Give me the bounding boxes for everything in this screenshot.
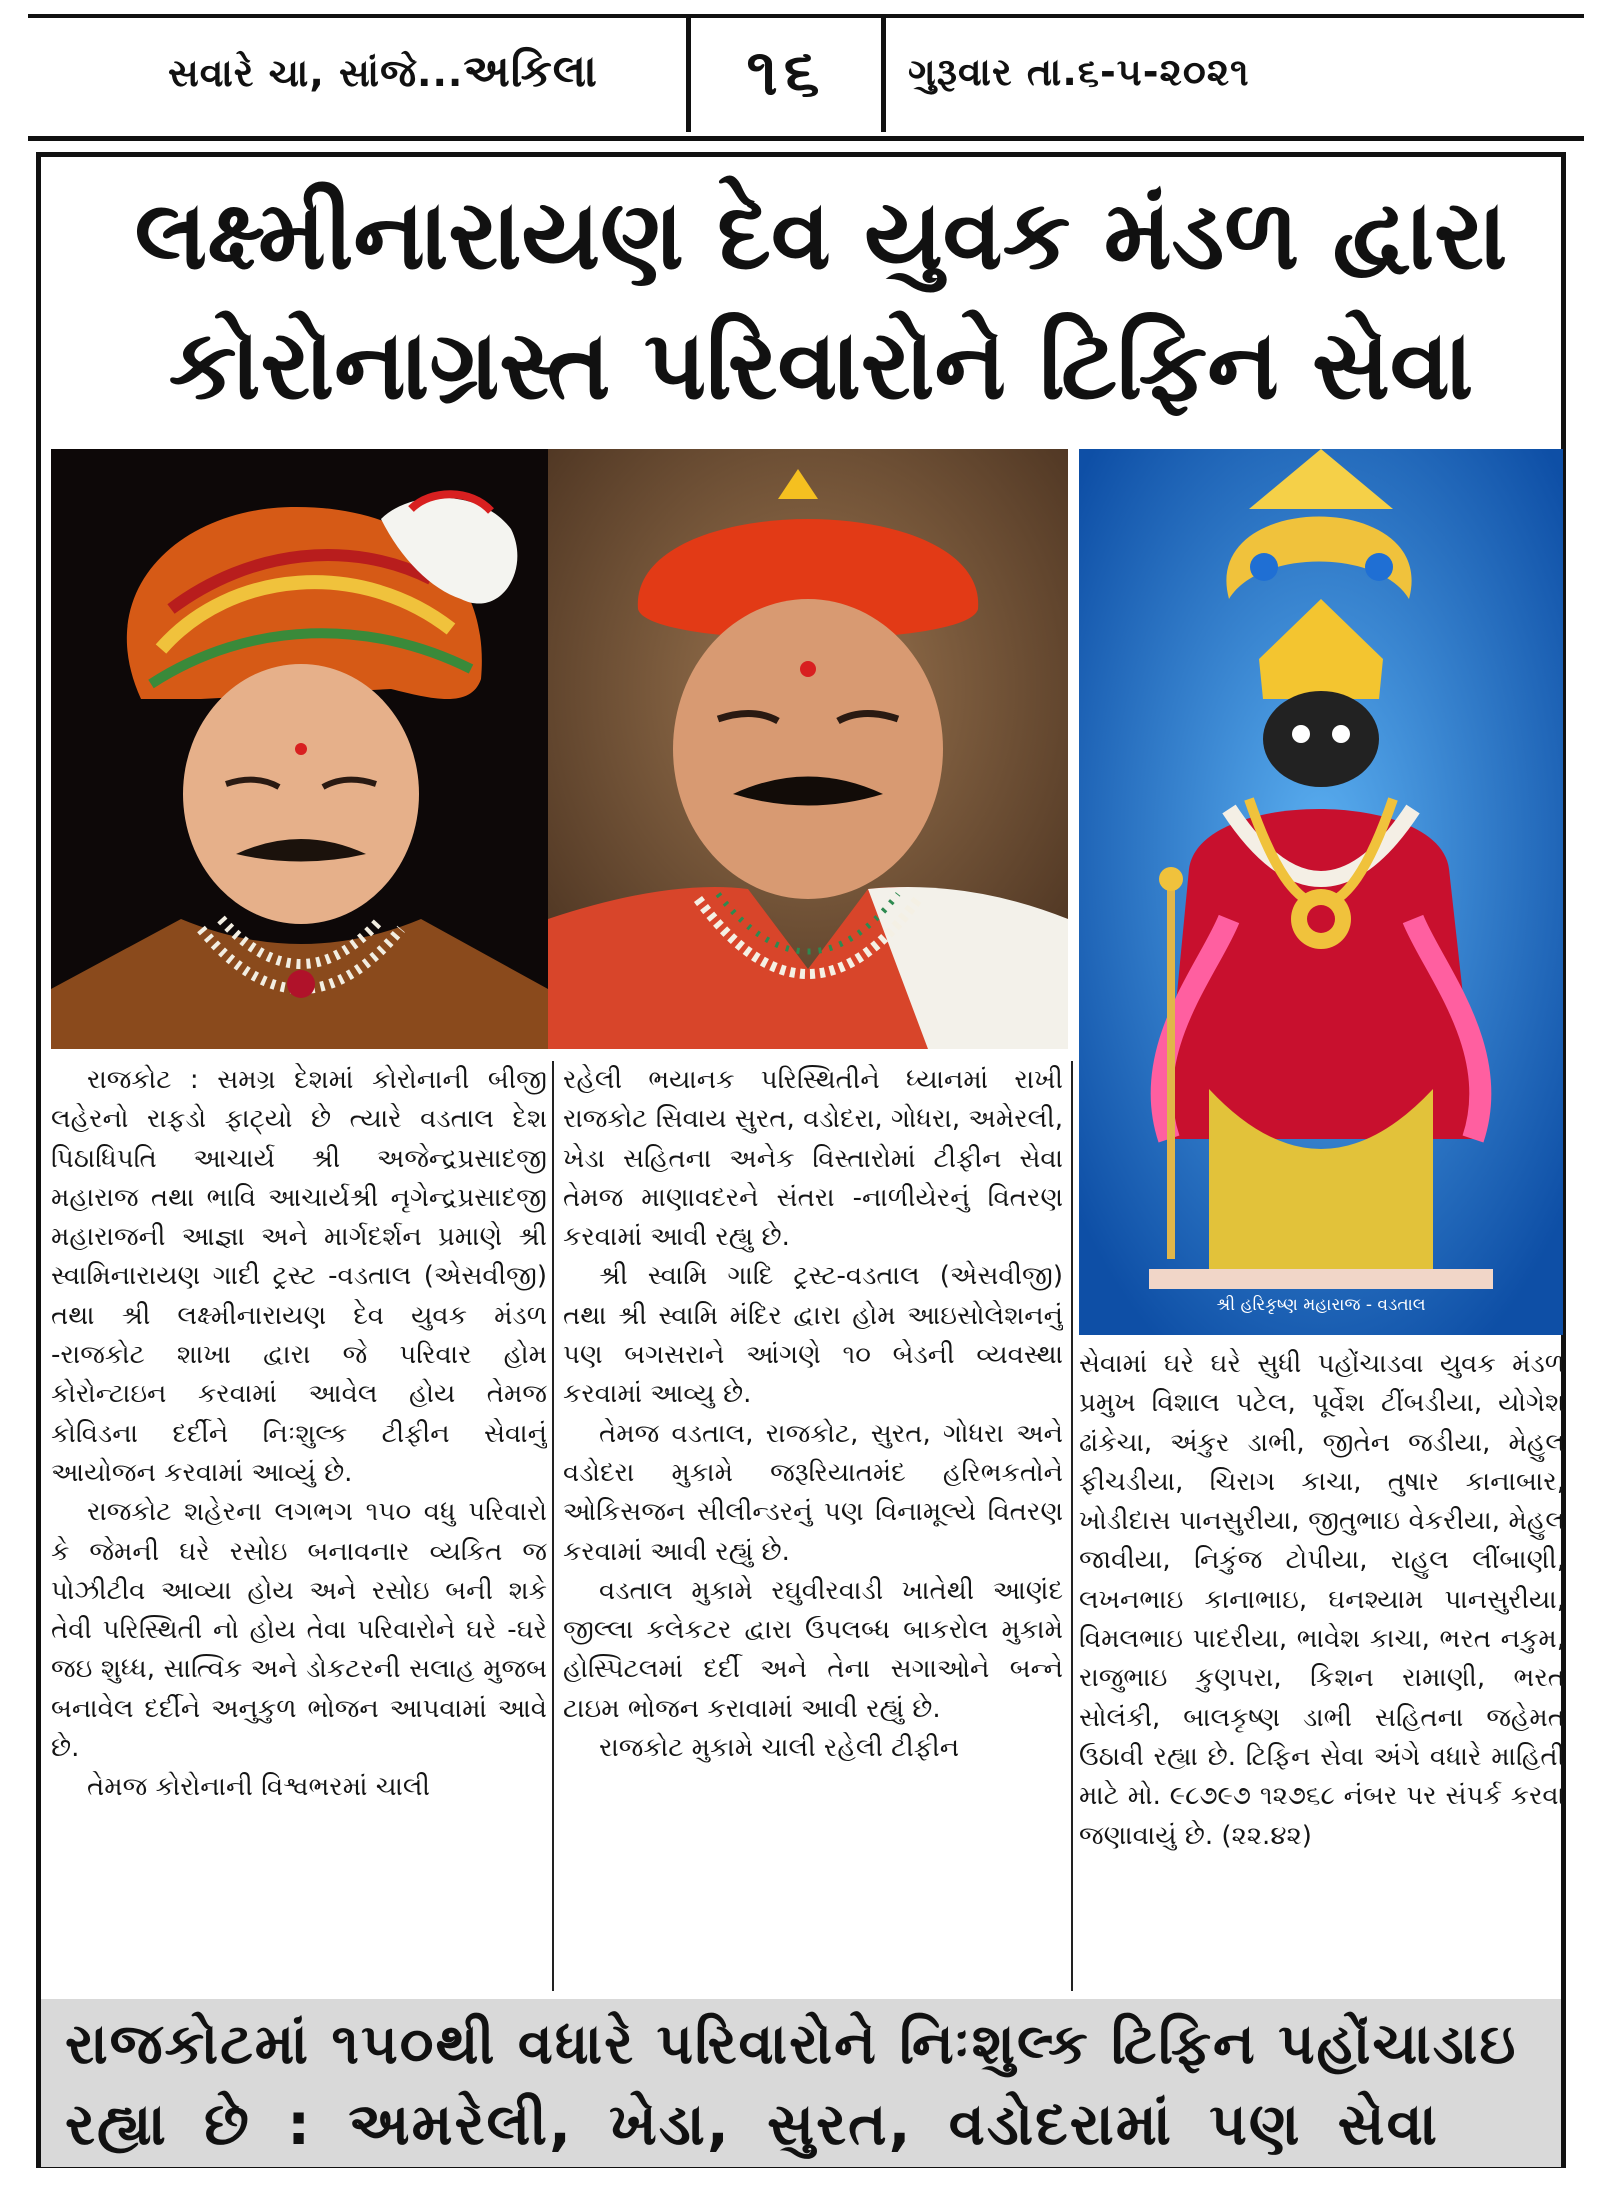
column-divider <box>1071 1061 1073 1991</box>
masthead-brand: અકિલા <box>463 46 598 97</box>
page-number: ૧૬ <box>686 14 886 132</box>
article-paragraph: તેમજ વડતાલ, રાજકોટ, સુરત, ગોધરા અને વડોદરા મુકામે જરૂરિયાતમંદ હરિભકતોને ઓકિસજન સીલીન્ડરનું પણ વિનામૂલ્યે વિતરણ કરવામાં આવી રહ્યું છે. <box>563 1418 1063 1567</box>
masthead <box>28 14 1584 141</box>
masthead-tagline-group <box>168 46 598 97</box>
article-column-1 <box>51 1061 547 1991</box>
article-paragraph: શ્રી સ્વામિ ગાદિ ટ્રસ્ટ-વડતાલ (એસવીજી) તથા શ્રી સ્વામિ મંદિર દ્વારા હોમ આઇસોલેશનનું પણ બગસરાને આંગણે ૧૦ બેડની વ્યવસ્થા કરવામાં આવ્યુ છે. <box>563 1261 1063 1410</box>
deity-photo <box>1079 449 1563 1335</box>
deity-photo-caption: શ્રી હરિકૃષ્ણ મહારાજ - વડતાલ <box>1216 1295 1426 1315</box>
article-column-3 <box>1079 1345 1565 1995</box>
article-column-2 <box>563 1061 1063 1991</box>
article-frame <box>36 152 1566 2168</box>
masthead-tagline: સવારે ચા, સાંજે... <box>168 51 464 95</box>
article-paragraph: તેમજ કોરોનાની વિશ્વભરમાં ચાલી <box>87 1772 430 1803</box>
article-paragraph: રાજકોટ મુકામે ચાલી રહેલી ટીફીન <box>599 1733 960 1764</box>
bottom-highlight-banner <box>41 1999 1561 2167</box>
article-paragraph: રહેલી ભયાનક પરિસ્થિતીને ધ્યાનમાં રાખી રાજકોટ સિવાય સુરત, વડોદરા, ગોધરા, અમેરલી, ખેડા સહિતના અનેક વિસ્તારોમાં ટીફીન સેવા તેમજ માણાવદરને સંતરા -નાળીયેરનું વિતરણ કરવામાં આવી રહ્યુ છે. <box>563 1065 1063 1253</box>
banner-line-2: રહ્યા છે : અમરેલી, ખેડા, સુરત, વડોદરામાં પણ સેવા <box>65 2090 1439 2158</box>
column-divider <box>552 1061 554 1991</box>
headline-line-1: લક્ષ્મીનારાયણ દેવ યુવક મંડળ દ્વારા <box>134 179 1508 291</box>
banner-line-1: રાજકોટમાં ૧૫૦થી વધારે પરિવારોને નિઃશુલ્ક ટિફિન પહોંચાડાઇ <box>65 2012 1518 2077</box>
article-paragraph: વડતાલ મુકામે રઘુવીરવાડી ખાતેથી આણંદ જીલ્લા કલેકટર દ્વારા ઉપલબ્ધ બાકરોલ મુકામે હોસ્પિટલમાં દર્દી અને તેના સગાઓને બન્ને ટાઇમ ભોજન કરાવામાં આવી રહ્યું છે. <box>563 1575 1063 1724</box>
masthead-date: ગુરૂવાર તા.૬-૫-૨૦૨૧ <box>908 50 1250 94</box>
article-paragraph: રાજકોટ : સમગ્ર દેશમાં કોરોનાની બીજી લહેરનો રાફડો ફાટ્યો છે ત્યારે વડતાલ દેશ પિઠાધિપતિ આચાર્ય શ્રી અજેન્દ્રપ્રસાદજી મહારાજ તથા ભાવિ આચાર્યશ્રી નૃગેન્દ્રપ્રસાદજી મહારાજની આજ્ઞા અને માર્ગદર્શન પ્રમાણે શ્રી સ્વામિનારાયણ ગાદી ટ્રસ્ટ -વડતાલ (એસવીજી) તથા શ્રી લક્ષ્મીનારાયણ દેવ યુવક મંડળ -રાજકોટ શાખા દ્વારા જે પરિવાર હોમ કોરોન્ટાઇન કરવામાં આવેલ હોય તેમજ કોવિડના દર્દીને નિઃશુલ્ક ટીફીન સેવાનું આયોજન કરવામાં આવ્યું છે. <box>51 1065 547 1488</box>
portrait-photo-2 <box>548 449 1068 1049</box>
article-paragraph: સેવામાં ઘરે ઘરે સુધી પહોંચાડવા યુવક મંડળ પ્રમુખ વિશાલ પટેલ, પૂર્વેશ ટીંબડીયા, યોગેશ ઢાંકેચા, અંકુર ડાભી, જીતેન જડીયા, મેહુલ ફીચડીયા, ચિરાગ કાચા, તુષાર કાનાબાર, ખોડીદાસ પાનસુરીયા, જીતુભાઇ વેકરીયા, મેહુલ જાવીયા, નિકુંજ ટોપીયા, રાહુલ લીંબાણી, લખનભાઇ કાનાભાઇ, ઘનશ્યામ પાનસુરીયા, વિમલભાઇ પાદરીયા, ભાવેશ કાચા, ભરત નકુમ, રાજુભાઇ કુણપરા, કિશન રામાણી, ભરત સોલંકી, બાલકૃષ્ણ ડાભી સહિતના જહેમત ઉઠાવી રહ્યા છે. ટિફિન સેવા અંગે વધારે માહિતી માટે મો. ૯૮૭૯૭ ૧૨૭૬૮ નંબર પર સંપર્ક કરવા જણાવાયું છે. (૨૨.૪૨) <box>1079 1349 1565 1851</box>
portrait-photo-1 <box>51 449 548 1049</box>
article-paragraph: રાજકોટ શહેરના લગભગ ૧૫૦ વધુ પરિવારો કે જેમની ઘરે રસોઇ બનાવનાર વ્યકિત જ પોઝીટીવ આવ્યા હોય અને રસોઇ બની શકે તેવી પરિસ્થિતી નો હોય તેવા પરિવારોને ઘરે -ઘરે જઇ શુધ્ધ, સાત્વિક અને ડોકટરની સલાહ મુજબ બનાવેલ દર્દીને અનુકુળ ભોજન આપવામાં આવે છે. <box>51 1497 547 1764</box>
deity-illustration <box>1079 449 1563 1335</box>
portrait-1-illustration <box>51 449 548 1049</box>
portrait-2-illustration <box>548 449 1068 1049</box>
headline-line-2: કોરોનાગ્રસ્ત પરિવારોને ટિફિન સેવા <box>168 309 1474 421</box>
